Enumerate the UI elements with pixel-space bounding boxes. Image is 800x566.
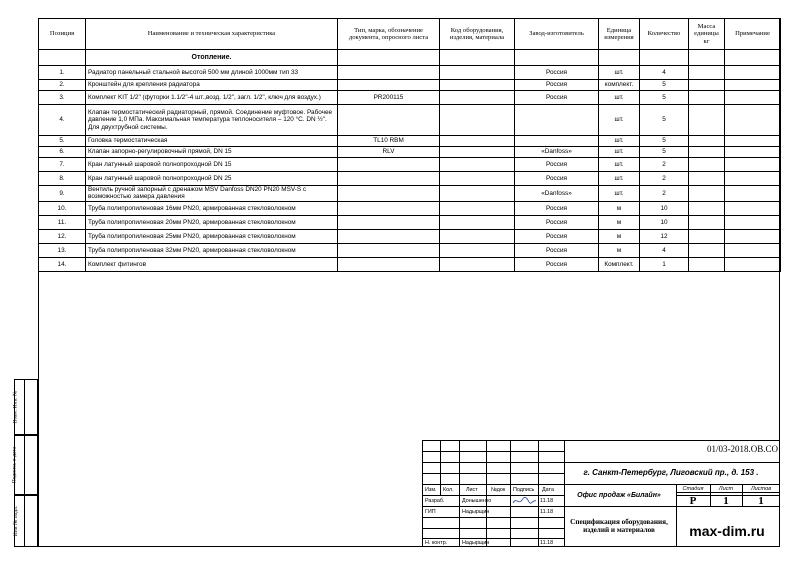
header-note: Примечание <box>725 19 781 50</box>
table-row <box>39 66 781 80</box>
row-unit: шт. <box>599 186 640 202</box>
table-row <box>39 172 781 186</box>
section-row <box>39 50 781 66</box>
row-unit: шт. <box>599 172 640 186</box>
row-quantity: 5 <box>640 80 689 91</box>
row-quantity: 5 <box>640 91 689 105</box>
row-unit: м <box>599 201 640 215</box>
row-name: Кран латунный шаровой полнопроходной DN 25 <box>86 172 338 186</box>
row-quantity: 5 <box>640 136 689 147</box>
tb-col-izm: Изм. <box>425 487 437 493</box>
row-position: 6. <box>39 147 86 158</box>
row-code <box>440 147 515 158</box>
row-quantity: 10 <box>640 201 689 215</box>
row-note <box>725 186 781 202</box>
row-code <box>440 215 515 229</box>
row-note <box>725 147 781 158</box>
sheets-value: 1 <box>758 495 764 507</box>
row-mass <box>689 186 725 202</box>
row-code <box>440 80 515 91</box>
row-position: 13. <box>39 243 86 257</box>
row-note <box>725 66 781 80</box>
row-position: 1. <box>39 66 86 80</box>
header-unit: Единица измерения <box>599 19 640 50</box>
row-mass <box>689 215 725 229</box>
row-maker: Россия <box>515 243 599 257</box>
row-quantity: 5 <box>640 147 689 158</box>
header-type: Тип, марка, обозначение документа, опросного листа <box>338 19 440 50</box>
header-code: Код оборудования, изделия, материала <box>440 19 515 50</box>
tb-date-1: 11.18 <box>540 498 554 504</box>
row-maker: Россия <box>515 215 599 229</box>
row-unit: комплект. <box>599 80 640 91</box>
row-maker: Россия <box>515 229 599 243</box>
row-name: Комплект KIT 1/2" (футорки 1.1/2"-4 шт.,возд. 1/2", загл. 1/2", ключ для воздух.) <box>86 91 338 105</box>
row-position: 7. <box>39 158 86 172</box>
row-type: TL10 RBM <box>338 136 440 147</box>
sheet-value: 1 <box>723 495 729 507</box>
document-code: 01/03-2018.ОВ.СО <box>706 444 778 454</box>
row-maker <box>515 136 599 147</box>
row-type <box>338 215 440 229</box>
row-name: Труба полипропиленовая 16мм PN20, армированная стекловолокном <box>86 201 338 215</box>
row-mass <box>689 105 725 136</box>
row-code <box>440 201 515 215</box>
tb-date-3: 11.18 <box>540 540 554 546</box>
row-mass <box>689 91 725 105</box>
row-quantity: 2 <box>640 172 689 186</box>
row-name: Клапан запорно-регулировочный прямой, DN 15 <box>86 147 338 158</box>
row-type <box>338 243 440 257</box>
table-row <box>39 91 781 105</box>
specification-table <box>38 18 781 272</box>
sheet-label: Лист <box>718 486 734 492</box>
table-row <box>39 105 781 136</box>
row-code <box>440 158 515 172</box>
row-name: Труба полипропиленовая 20мм PN20, армированная стекловолокном <box>86 215 338 229</box>
table-row <box>39 80 781 91</box>
row-note <box>725 215 781 229</box>
tb-role-3: Н. контр. <box>425 540 448 546</box>
row-maker: Россия <box>515 201 599 215</box>
row-quantity: 1 <box>640 257 689 271</box>
title-block <box>422 440 780 547</box>
tb-role-2: ГИП <box>425 509 436 515</box>
brand-watermark: max-dim.ru <box>689 523 765 539</box>
row-quantity: 4 <box>640 66 689 80</box>
row-unit: Комплект. <box>599 257 640 271</box>
row-maker: Россия <box>515 80 599 91</box>
tb-name-3: Надырщин <box>462 540 490 546</box>
tb-col-data: Дата <box>542 487 554 493</box>
row-unit: м <box>599 243 640 257</box>
row-note <box>725 105 781 136</box>
row-unit: шт. <box>599 136 640 147</box>
side-stamp-inv-vzam-cell <box>14 379 38 435</box>
row-code <box>440 229 515 243</box>
row-note <box>725 158 781 172</box>
row-mass <box>689 243 725 257</box>
row-type: RLV <box>338 147 440 158</box>
row-type <box>338 186 440 202</box>
row-code <box>440 66 515 80</box>
header-maker: Завод-изготовитель <box>515 19 599 50</box>
tb-col-kol: Кол. <box>443 487 454 493</box>
row-code <box>440 91 515 105</box>
table-row <box>39 229 781 243</box>
tb-role-1: Разраб. <box>425 498 445 504</box>
row-note <box>725 201 781 215</box>
row-type <box>338 172 440 186</box>
row-name: Клапан термостатический радиаторный, прямой. Соединение муфтовое. Рабочее давление 1,0 МПа. Максимальная температура теплоносителя – 120 °С. DN ½". Для двухтрубной системы. <box>86 105 338 136</box>
row-position: 8. <box>39 172 86 186</box>
row-type <box>338 158 440 172</box>
row-unit: м <box>599 229 640 243</box>
tb-col-podpis: Подпись <box>513 487 535 493</box>
row-code <box>440 243 515 257</box>
row-name: Вентиль ручной запорный с дренажом MSV Danfoss DN20 PN20 MSV-S с возможностью замера давления <box>86 186 338 202</box>
header-position: Позиция <box>39 19 86 50</box>
row-type <box>338 201 440 215</box>
row-unit: шт. <box>599 147 640 158</box>
table-row <box>39 215 781 229</box>
row-note <box>725 243 781 257</box>
row-type <box>338 66 440 80</box>
tb-col-list: Лист <box>466 487 478 493</box>
row-maker: Россия <box>515 66 599 80</box>
table-row <box>39 136 781 147</box>
row-name: Труба полипропиленовая 25мм PN20, армированная стекловолокном <box>86 229 338 243</box>
signature-image <box>511 496 537 506</box>
row-name: Кран латунный шаровой полнопроходной DN 15 <box>86 158 338 172</box>
row-note <box>725 80 781 91</box>
header-name: Наименование и техническая характеристика <box>86 19 338 50</box>
row-note <box>725 229 781 243</box>
side-stamp-inv-podl-cell <box>14 495 38 547</box>
side-stamp-sign-date: Подпись и дата <box>11 446 18 484</box>
tb-col-ndok: №док <box>491 487 506 493</box>
table-header-row <box>39 19 781 50</box>
stage-label: Стадия <box>682 486 704 492</box>
row-maker: «Danfoss» <box>515 147 599 158</box>
row-position: 14. <box>39 257 86 271</box>
row-mass <box>689 136 725 147</box>
row-quantity: 2 <box>640 158 689 172</box>
row-name: Комплект фитингов <box>86 257 338 271</box>
row-maker: Россия <box>515 158 599 172</box>
table-row <box>39 147 781 158</box>
row-name: Кронштейн для крепления радиатора <box>86 80 338 91</box>
row-unit: шт. <box>599 66 640 80</box>
object-address: г. Санкт-Петербург, Лиговский пр., д. 153 . <box>583 468 759 477</box>
side-stamp <box>11 379 38 547</box>
tb-name-2: Надырщин <box>462 509 490 515</box>
row-note <box>725 91 781 105</box>
table-row <box>39 186 781 202</box>
row-position: 4. <box>39 105 86 136</box>
row-note <box>725 172 781 186</box>
row-name: Радиатор панельный стальной высотой 500 мм длиной 1000мм тип 33 <box>86 66 338 80</box>
table-row <box>39 257 781 271</box>
row-type <box>338 105 440 136</box>
row-note <box>725 257 781 271</box>
row-quantity: 10 <box>640 215 689 229</box>
row-code <box>440 186 515 202</box>
row-quantity: 2 <box>640 186 689 202</box>
side-stamp-inv-vzam: Взам. Инв. № <box>12 390 19 424</box>
tb-name-1: Донышенко <box>462 498 492 504</box>
row-position: 5. <box>39 136 86 147</box>
side-stamp-inv-podl: Инв № подл. <box>13 505 20 537</box>
stage-value: Р <box>689 495 697 507</box>
row-maker: Россия <box>515 172 599 186</box>
row-unit: м <box>599 215 640 229</box>
row-code <box>440 105 515 136</box>
row-maker: Россия <box>515 257 599 271</box>
row-mass <box>689 80 725 91</box>
row-unit: шт. <box>599 91 640 105</box>
row-name: Труба полипропиленовая 32мм PN20, армированная стекловолокном <box>86 243 338 257</box>
row-position: 3. <box>39 91 86 105</box>
row-position: 11. <box>39 215 86 229</box>
row-position: 12. <box>39 229 86 243</box>
header-mass: Масса единицы кг <box>689 19 725 50</box>
sheets-label: Листов <box>750 486 772 492</box>
row-note <box>725 136 781 147</box>
row-mass <box>689 229 725 243</box>
row-type: PR200115 <box>338 91 440 105</box>
row-unit: шт. <box>599 158 640 172</box>
section-title: Отопление. <box>86 50 338 66</box>
row-mass <box>689 201 725 215</box>
row-code <box>440 257 515 271</box>
row-type <box>338 229 440 243</box>
row-mass <box>689 147 725 158</box>
row-code <box>440 172 515 186</box>
row-mass <box>689 257 725 271</box>
table-row <box>39 158 781 172</box>
row-maker <box>515 105 599 136</box>
row-quantity: 4 <box>640 243 689 257</box>
row-quantity: 12 <box>640 229 689 243</box>
header-quantity: Количество <box>640 19 689 50</box>
row-type <box>338 257 440 271</box>
row-mass <box>689 66 725 80</box>
row-position: 9. <box>39 186 86 202</box>
row-unit: шт. <box>599 105 640 136</box>
row-position: 2. <box>39 80 86 91</box>
row-maker: Россия <box>515 91 599 105</box>
row-mass <box>689 172 725 186</box>
row-code <box>440 136 515 147</box>
document-title: Спецификация оборудования, изделий и материалов <box>570 518 668 534</box>
table-row <box>39 201 781 215</box>
table-row <box>39 243 781 257</box>
row-type <box>338 80 440 91</box>
row-quantity: 5 <box>640 105 689 136</box>
row-mass <box>689 158 725 172</box>
tb-date-2: 11.18 <box>540 509 554 515</box>
row-maker: «Danfoss» <box>515 186 599 202</box>
object-name: Офис продаж «Билайн» <box>577 492 661 499</box>
row-position: 10. <box>39 201 86 215</box>
side-stamp-sign-date-cell <box>11 435 38 495</box>
row-name: Головка термостатическая <box>86 136 338 147</box>
